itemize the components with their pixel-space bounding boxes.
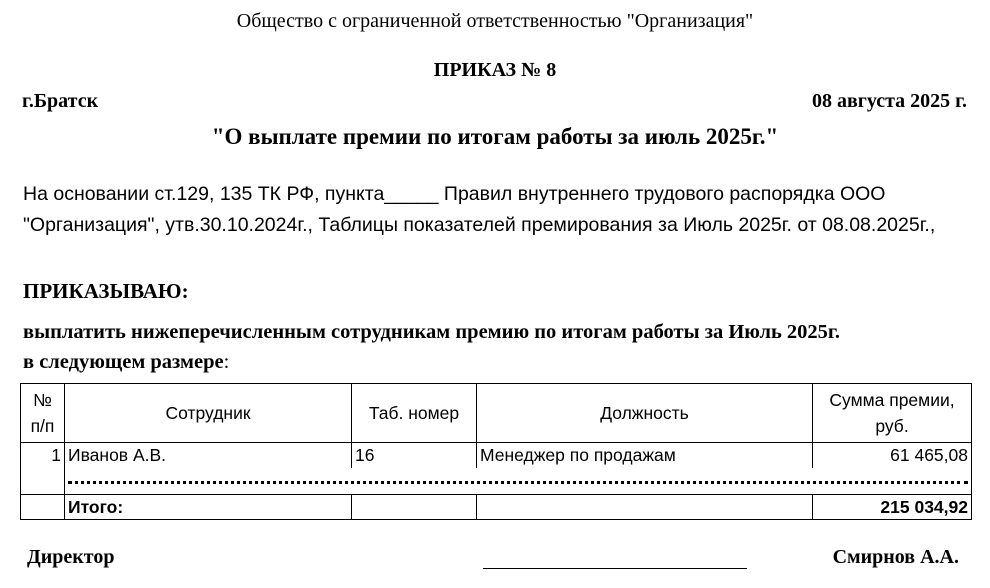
header-position: Должность <box>477 384 813 443</box>
header-num-line-2: п/п <box>30 416 55 436</box>
order-title: ПРИКАЗ № 8 <box>433 59 557 81</box>
signer-title: Директор <box>27 546 115 568</box>
row-num: 1 <box>21 443 65 469</box>
total-position-cell <box>477 495 813 520</box>
header-num-line-1: № <box>33 390 52 410</box>
header-num <box>21 384 65 443</box>
order-command: ПРИКАЗЫВАЮ: <box>23 279 189 303</box>
table-row <box>21 443 972 469</box>
header-amount <box>813 384 972 443</box>
bonus-table <box>20 383 972 520</box>
instruction-line-1: выплатить нижеперечисленным сотрудникам премию по итогам работы за Июль 2025г. <box>23 321 841 343</box>
order-instruction <box>23 317 978 377</box>
header-amount-line-1: Сумма премии, <box>829 390 955 410</box>
table-header-row <box>21 384 972 443</box>
order-date: 08 августа 2025 г. <box>811 90 967 112</box>
total-num-cell <box>21 495 65 520</box>
table-row-ellipsis <box>21 468 972 495</box>
table-total-row <box>21 495 972 520</box>
instruction-colon: : <box>223 351 230 373</box>
ellipsis-num-cell <box>21 468 65 495</box>
signer-name: Смирнов А.А. <box>832 546 959 568</box>
order-city: г.Братск <box>22 90 99 112</box>
total-amount: 215 034,92 <box>813 495 972 520</box>
total-label: Итого: <box>65 495 352 520</box>
ellipsis-dotted-line <box>65 468 972 495</box>
organization-name: Общество с ограниченной ответственностью "Организация" <box>236 10 754 32</box>
total-tab-cell <box>352 495 477 520</box>
row-employee: Иванов А.В. <box>65 443 352 469</box>
header-amount-line-2: руб. <box>875 416 909 436</box>
row-position: Менеджер по продажам <box>477 443 813 469</box>
order-subject: "О выплате премии по итогам работы за июль 2025г." <box>211 124 779 149</box>
header-employee: Сотрудник <box>65 384 352 443</box>
row-amount: 61 465,08 <box>813 443 972 469</box>
header-tab-number: Таб. номер <box>352 384 477 443</box>
row-tab-number: 16 <box>352 443 477 469</box>
signature-line <box>483 568 747 569</box>
order-basis: На основании ст.129, 135 ТК РФ, пункта_____ Правил внутреннего трудового распорядка ООО "Организация", утв.30.10.2024г., Таблицы показателей премирования за Июль 2025г. от 08.08.2025г., <box>23 183 936 236</box>
instruction-line-2-text: в следующем размере <box>23 351 224 373</box>
dotted-divider <box>68 481 968 484</box>
instruction-line-2 <box>23 347 978 377</box>
